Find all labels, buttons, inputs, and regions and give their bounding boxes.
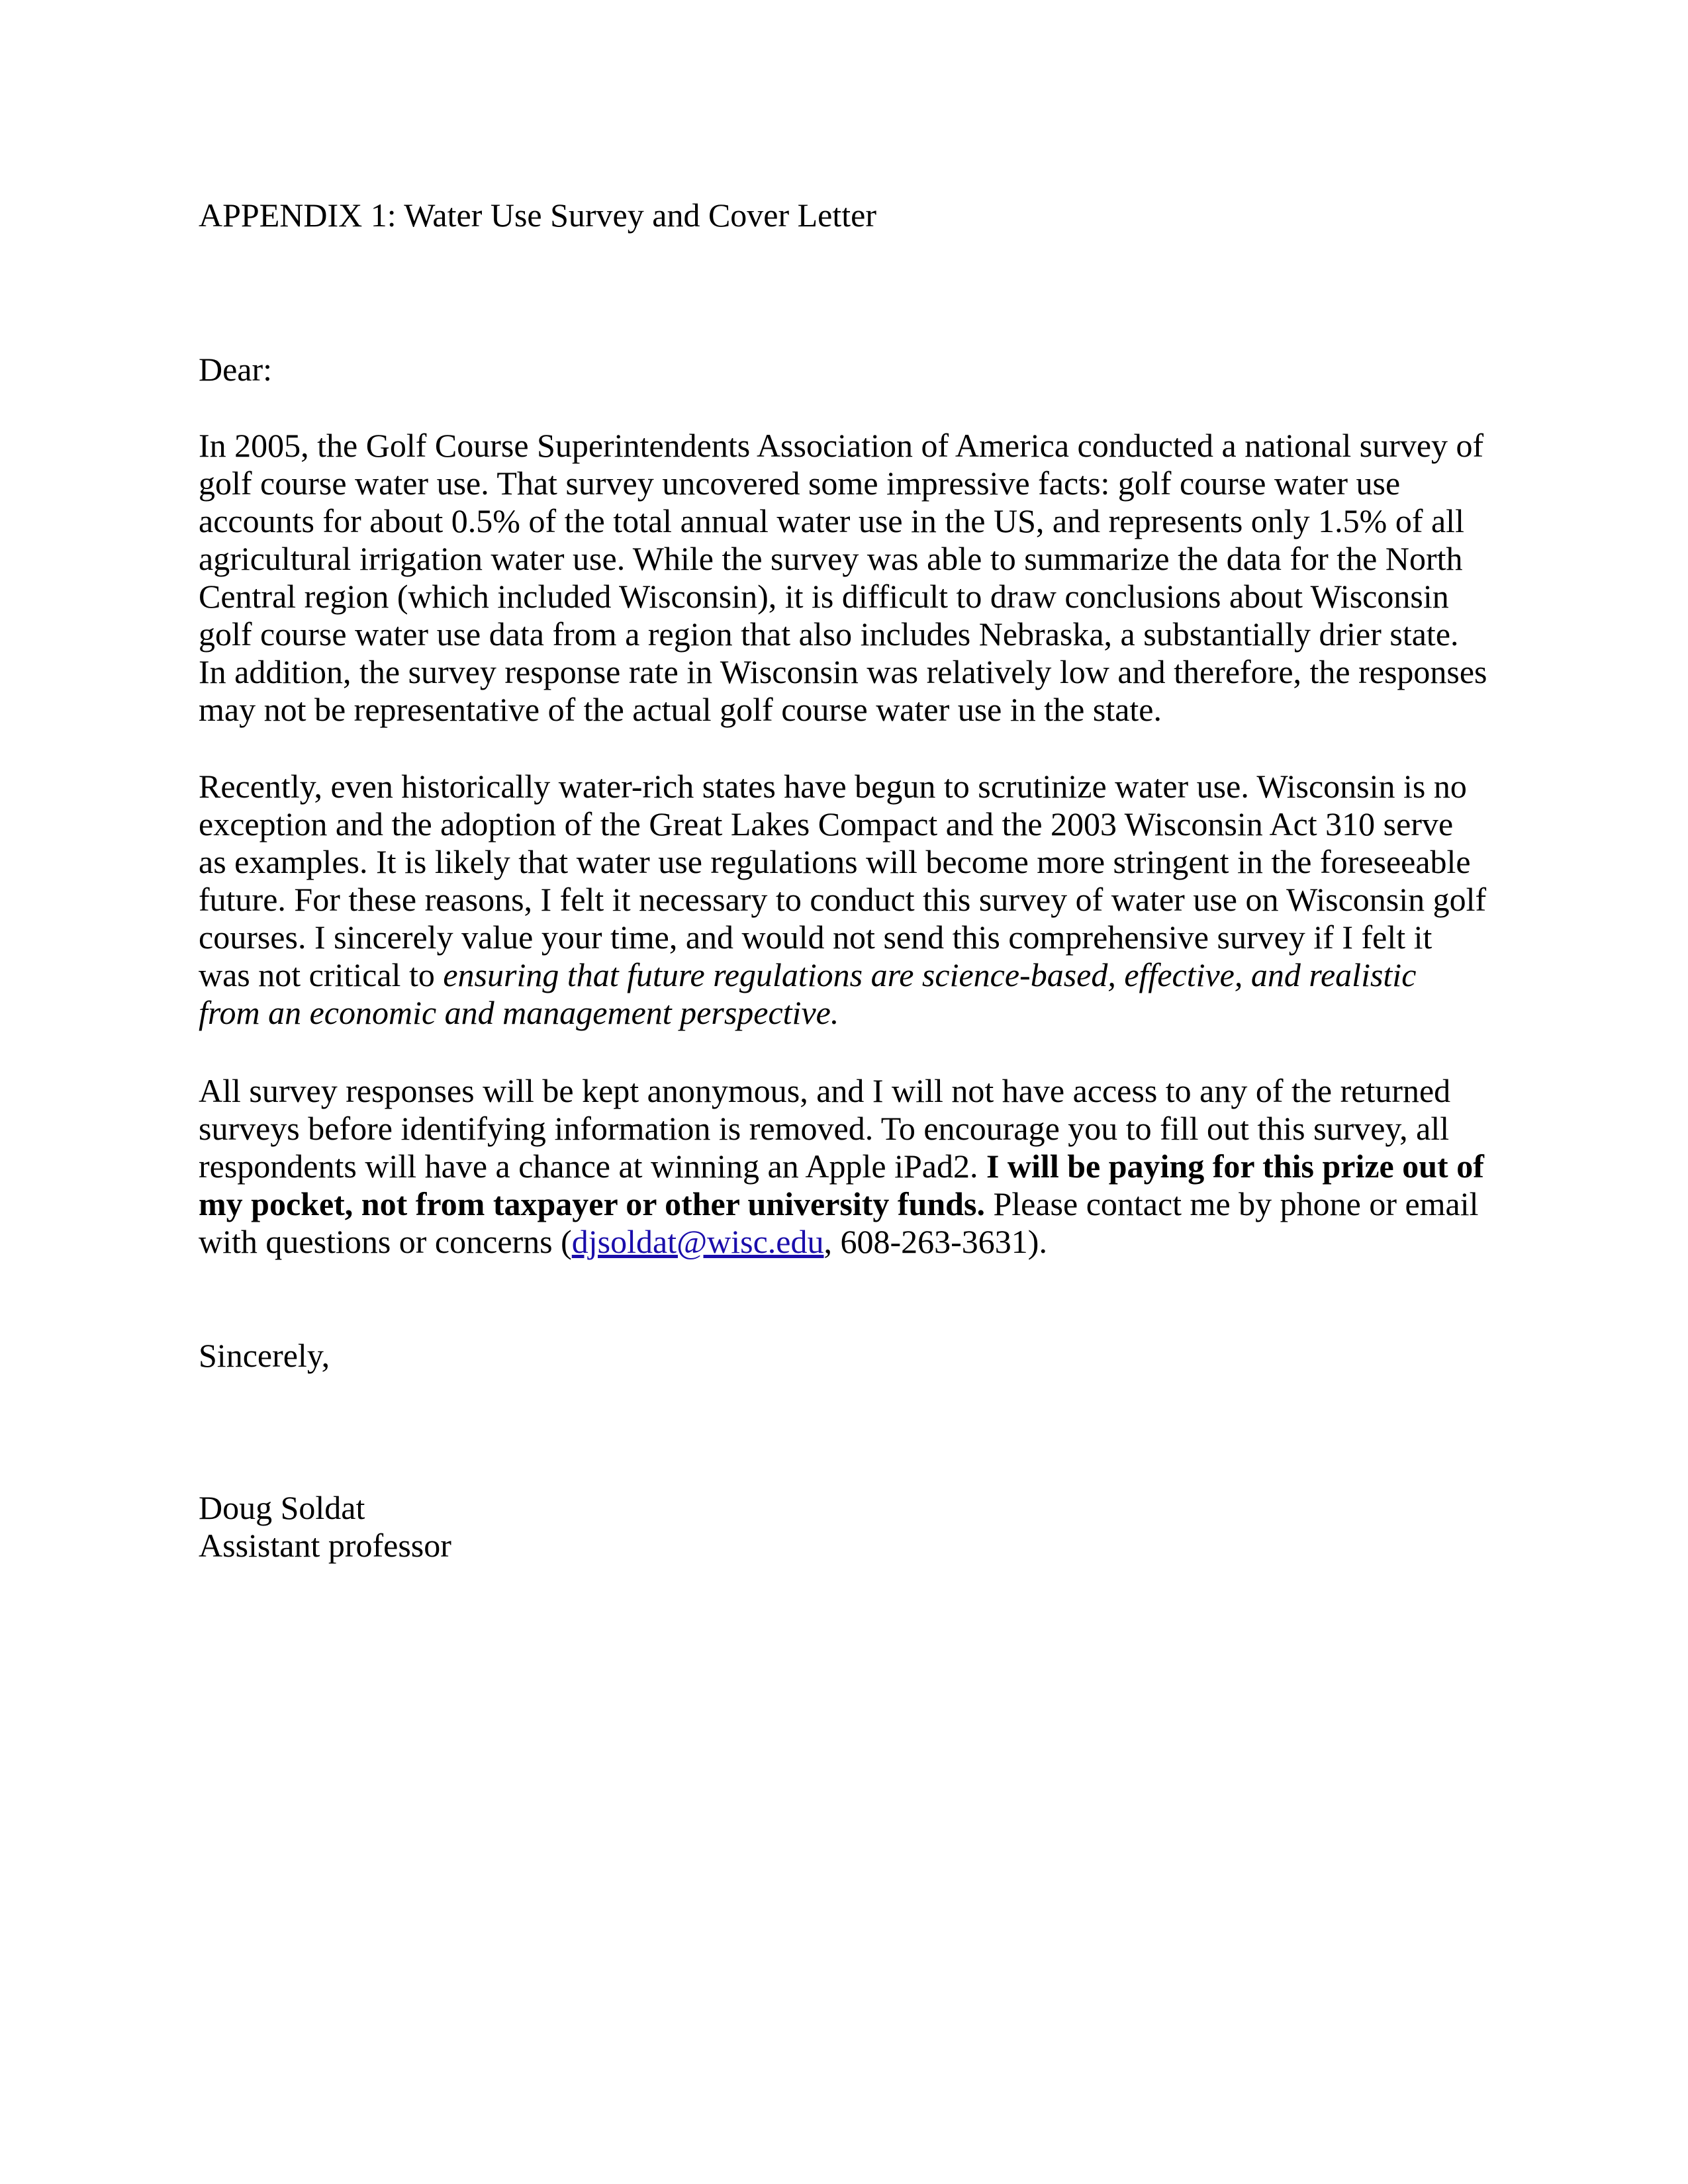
paragraph-anonymity [199,1072,1484,1261]
paragraph-line: In addition, the survey response rate in Wisconsin was relatively low and therefore, the responses [199,653,1487,690]
paragraph-line: accounts for about 0.5% of the total annual water use in the US, and represents only 1.5% of all [199,502,1464,539]
paragraph-line: golf course water use. That survey uncovered some impressive facts: golf course water use [199,465,1401,502]
paragraph-line [199,1148,1484,1185]
appendix-heading: APPENDIX 1: Water Use Survey and Cover Letter [199,197,876,234]
paragraph-line: In 2005, the Golf Course Superintendents Association of America conducted a national survey of [199,427,1484,464]
email-link[interactable]: djsoldat@wisc.edu [571,1223,824,1260]
paragraph-line: courses. I sincerely value your time, and would not send this comprehensive survey if I felt it [199,919,1432,956]
plain-text: , 608-263-3631). [823,1223,1047,1260]
paragraph-line: agricultural irrigation water use. While the survey was able to summarize the data for the North [199,540,1463,577]
salutation: Dear: [199,351,273,388]
paragraph-line: golf course water use data from a region that also includes Nebraska, a substantially drier state. [199,615,1459,653]
paragraph-line [199,956,1486,994]
paragraph-line [199,1223,1484,1261]
paragraph-line: surveys before identifying information is removed. To encourage you to fill out this survey, all [199,1110,1450,1147]
paragraph-line: future. For these reasons, I felt it necessary to conduct this survey of water use on Wisconsin golf [199,881,1487,918]
bold-text: my pocket, not from taxpayer or other university funds. [199,1185,985,1222]
paragraph-line [199,1185,1484,1223]
plain-text: Please contact me by phone or email [984,1185,1479,1222]
document-page [199,0,1529,2184]
signer-title: Assistant professor [199,1527,451,1564]
paragraph-intro [199,427,1487,729]
paragraph-line: may not be representative of the actual golf course water use in the state. [199,691,1162,728]
plain-text: with questions or concerns ( [199,1223,572,1260]
plain-text: was not critical to [199,956,444,993]
paragraph-line: as examples. It is likely that water use regulations will become more stringent in the foreseeable [199,843,1471,880]
paragraph-line: Recently, even historically water-rich states have begun to scrutinize water use. Wisconsin is no [199,768,1467,805]
emphasis-text: ensuring that future regulations are science-based, effective, and realistic [443,956,1417,993]
paragraph-regulation [199,768,1486,1032]
closing: Sincerely, [199,1337,330,1374]
plain-text: respondents will have a chance at winning an Apple iPad2. [199,1148,986,1185]
paragraph-line: All survey responses will be kept anonymous, and I will not have access to any of the returned [199,1072,1451,1109]
paragraph-line: Central region (which included Wisconsin), it is difficult to draw conclusions about Wisconsin [199,578,1449,615]
bold-text: I will be paying for this prize out of [986,1148,1484,1185]
paragraph-line: exception and the adoption of the Great Lakes Compact and the 2003 Wisconsin Act 310 serve [199,805,1454,842]
signer-name: Doug Soldat [199,1489,365,1526]
emphasis-text: from an economic and management perspective. [199,994,839,1031]
